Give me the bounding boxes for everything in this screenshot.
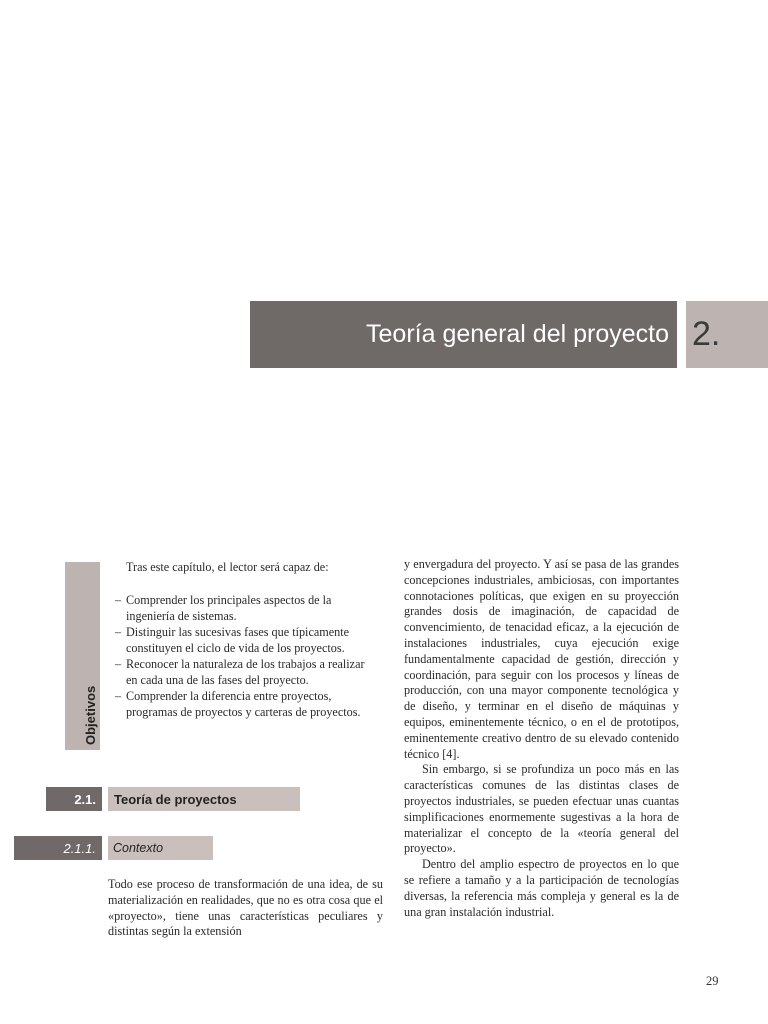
subsection-number: 2.1.1. (14, 836, 102, 860)
objectives-intro: Tras este capítulo, el lector será capaz de: (126, 560, 329, 574)
chapter-title-bar (250, 301, 677, 368)
body-paragraph: Sin embargo, si se profundiza un poco más en las características comunes de las distintas clases de proyectos industriales, se pueden efectuar unas cuantas simplificaciones enormemente sugestivas a la hora de materializar el concepto de la «teoría general del proyecto». (404, 762, 679, 856)
objective-item: – Comprender la diferencia entre proyectos, programas de proyectos y carteras de proyectos. (115, 689, 361, 719)
objective-item: – Reconocer la naturaleza de los trabajos a realizar en cada una de las fases del proyecto. (115, 657, 365, 687)
section-number: 2.1. (46, 787, 102, 811)
chapter-number: 2. (692, 315, 721, 353)
chapter-title: Teoría general del proyecto (366, 320, 669, 348)
chapter-number-box (686, 301, 768, 368)
objectives-tab-label: Objetivos (83, 685, 98, 745)
body-paragraph: y envergadura del proyecto. Y así se pasa de las grandes concepciones industriales, ambiciosas, con importantes connotaciones políticas, que exigen en su proyección grandes dosis de imaginación, de capacidad de convencimiento, de tenacidad eficaz, a la ejecución de instalaciones industriales, cuya ejecución exige fundamentalmente capacidad de gestión, dirección y coordinación, para seguir con los procesos y líneas de producción, con una mayor componente tecnológica y de diseño, y terminar en el diseño de máquinas y equipos, eminentemente técnico, o en el de prototipos, eminentemente creativo dentro de su elevado contenido técnico [4]. (404, 557, 679, 761)
objective-item: – Comprender los principales aspectos de la ingeniería de sistemas. (115, 593, 332, 623)
objectives-list (115, 592, 367, 720)
objective-item: – Distinguir las sucesivas fases que típicamente constituyen el ciclo de vida de los proyectos. (115, 625, 350, 655)
body-paragraph: Todo ese proceso de transformación de una idea, de su materialización en realidades, que no es otra cosa que el «proyecto», tiene unas características peculiares y distintas según la extensión (108, 877, 383, 939)
body-paragraph: Dentro del amplio espectro de proyectos en lo que se refiere a tamaño y a la participación de tecnologías diversas, la referencia más compleja y general es la de una gran instalación industrial. (404, 857, 679, 919)
section-title: Teoría de proyectos (108, 787, 300, 811)
page-number: 29 (706, 974, 719, 988)
left-column-body (108, 877, 383, 940)
right-column-body (404, 557, 679, 920)
subsection-title: Contexto (108, 836, 213, 860)
